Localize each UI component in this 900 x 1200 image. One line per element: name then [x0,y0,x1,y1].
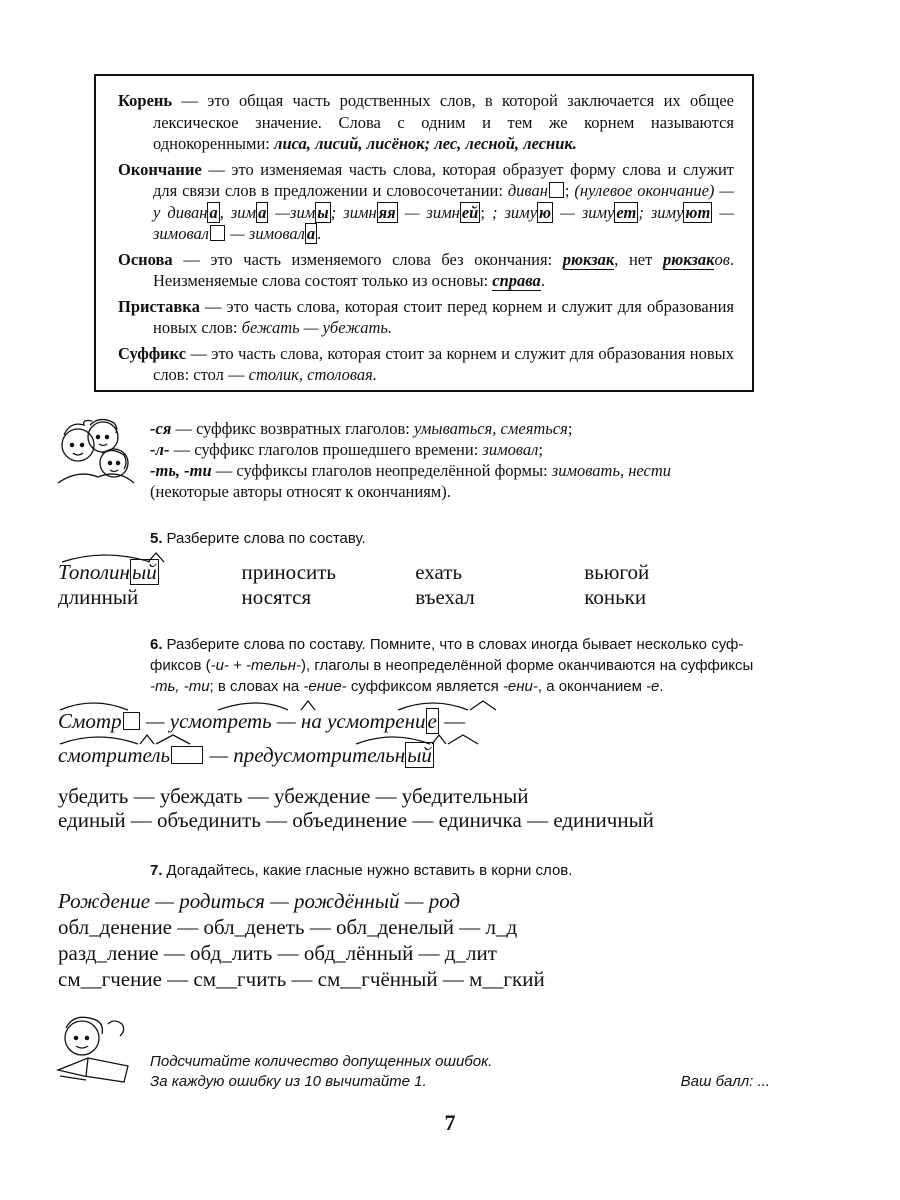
word: длинный [58,585,139,609]
task-6-example-line1: Смотр — усмотреть — на усмотрение — [58,708,465,734]
task-6-prompt: 6. Разберите слова по составу. Помните, что в словах иногда бывает несколько суф- фиксов (-и- + -тельн-), глаголы в неопределённой форме оканчиваются на суффиксы -ть, -ти; в словах на -ение- суффиксом является -ени-, а окончанием -е. [150,636,754,695]
definition-suffix: Суффикс — это часть слова, которая стоит за корнем и служит для образования новых слов: стол — столик, столовая. [118,343,734,384]
word: коньки [584,585,647,609]
term-prefix: Приставка [118,296,200,316]
definition-stem: Основа — это часть изменяемого слова без окончания: рюкзак, нет рюкзаков. Неизменяемые слова состоят только из основы: справа. [118,249,734,290]
definition-ending: Окончание — это изменяемая часть слова, которая образует форму слова и служит для связи слов в предложении и словосочетании: диван ; (нулевое окончание) — у диван а , зим а —зим ы ; зимн яя — зимн ей ; ; зиму ю — зиму ет ; зиму ют — зимовал — зимовал а . [118,159,735,243]
score-field: Ваш балл: ... [680,1073,770,1090]
empty-ending-box [171,746,203,764]
suffix-notes [150,418,790,502]
word-row [58,560,758,585]
empty-ending-box [549,182,564,198]
task-5-words [58,560,758,610]
note-line: (некоторые авторы относят к окончаниям). [150,482,451,501]
word: вьюгой [584,560,650,584]
definition-root: Корень — это общая часть родственных слов, в которой заключается их общее лексическое значение. Слова с одним и тем же корнем называются однокоренными: лиса, лисий, лисёнок; лес, лесной, лесник. [118,91,734,153]
root-arc-icon [60,550,185,564]
root-arc-icon [58,698,538,712]
task-7-word-row: разд_ление — обд_лить — обд_лённый — д_лит [58,941,497,965]
task-7-prompt: 7. Догадайтесь, какие гласные нужно вставить в корни слов. [150,862,573,879]
empty-ending-box [210,225,225,241]
note-line: -ся — суффикс возвратных глаголов: умываться, смеяться; [150,419,573,438]
task-6-example-line2: смотритель — предусмотрительный [58,742,434,768]
rules-box [94,74,754,392]
child-reading-illustration-icon [48,1010,138,1088]
word-example: Тополиный [58,560,241,585]
word: ехать [415,560,463,584]
children-illustration-icon [48,413,138,495]
task-7-word-row: см__гчение — см__гчить — см__гчённый — м__гкий [58,967,545,991]
term-ending: Окончание [118,159,202,179]
word-row [58,585,758,610]
word: въехал [415,585,475,609]
task-6-word-row: единый — объединить — объединение — единичка — единичный [58,808,654,832]
root-arc-icon [58,732,528,746]
definition-prefix: Приставка — это часть слова, которая стоит перед корнем и служит для образования новых слов: бежать — убежать. [118,296,734,337]
score-instructions: Подсчитайте количество допущенных ошибок. За каждую ошибку из 10 вычитайте 1. Ваш балл: ... [150,1053,770,1090]
term-root: Корень [118,91,173,110]
task-5-prompt: 5. Разберите слова по составу. [150,530,366,547]
task-7-example: Рождение — родиться — рождённый — род [58,889,461,913]
term-suffix: Суффикс [118,343,187,363]
note-line: -ть, -ти — суффиксы глаголов неопределённой формы: зимовать, нести [150,461,672,480]
word: носятся [241,585,312,609]
word: приносить [241,560,337,584]
note-line: -л- — суффикс глаголов прошедшего времени: зимовал; [150,440,543,459]
empty-ending-box [123,712,140,730]
task-7-word-row: обл_денение — обл_денеть — обл_денелый — л_д [58,915,518,939]
term-stem: Основа [118,249,173,269]
task-6-word-row: убедить — убеждать — убеждение — убедительный [58,784,529,808]
page-number: 7 [444,1110,456,1135]
